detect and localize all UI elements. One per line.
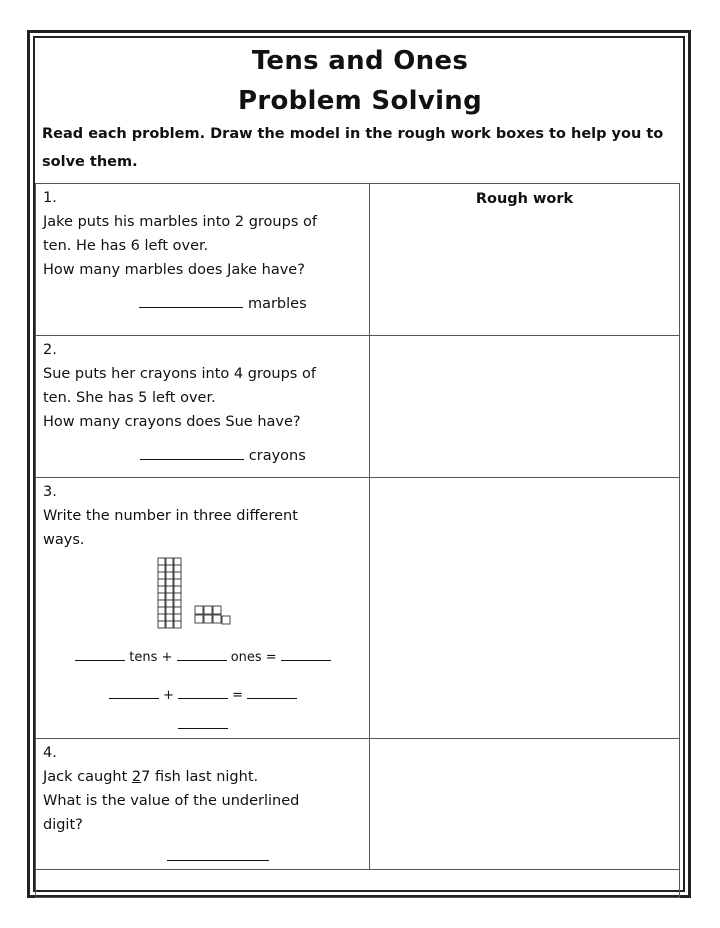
instructions: Read each problem. Draw the model in the rough work boxes to help you to solve them. xyxy=(42,126,664,170)
tens-ones-equation xyxy=(43,646,363,670)
answer-line xyxy=(43,845,363,869)
expanded-total-blank[interactable] xyxy=(247,684,297,699)
rough-work-cell-2[interactable] xyxy=(370,336,680,478)
base-ten-blocks-icon xyxy=(43,556,363,632)
problem-text-line: digit? xyxy=(43,817,83,833)
problem-number: 2. xyxy=(43,342,57,358)
problem-text-line: Jake puts his marbles into 2 groups of xyxy=(43,214,317,230)
problem-cell-3 xyxy=(36,478,370,739)
ones-label: ones = xyxy=(230,650,277,665)
worksheet-subtitle: Problem Solving xyxy=(237,86,483,116)
problem-text-line xyxy=(43,765,363,789)
tens-rod xyxy=(174,558,181,628)
problem-number: 1. xyxy=(43,190,57,206)
problem-row-1 xyxy=(36,184,680,336)
problem-cell-1 xyxy=(36,184,370,336)
rough-work-cell-1[interactable] xyxy=(370,184,680,336)
rough-work-cell-4[interactable] xyxy=(370,739,680,870)
tens-label: tens + xyxy=(129,650,173,665)
problem-row-3 xyxy=(36,478,680,739)
problem-number: 3. xyxy=(43,484,57,500)
problem-row-2 xyxy=(36,336,680,478)
ones-blank[interactable] xyxy=(177,646,227,661)
base-ten-model xyxy=(43,556,363,632)
problem-text-line: How many marbles does Jake have? xyxy=(43,262,305,278)
answer-blank[interactable] xyxy=(140,445,244,460)
plus-sign: + xyxy=(162,688,174,703)
rough-work-header: Rough work xyxy=(475,191,574,207)
standard-form-line xyxy=(43,714,363,738)
rough-work-cell-3[interactable] xyxy=(370,478,680,739)
ones-cubes xyxy=(195,606,230,624)
worksheet-title: Tens and Ones xyxy=(251,46,469,76)
total-blank[interactable] xyxy=(281,646,331,661)
expanded-tens-blank[interactable] xyxy=(109,684,159,699)
footer-cell xyxy=(36,870,680,898)
answer-unit: marbles xyxy=(247,296,307,312)
answer-line xyxy=(43,444,363,468)
tens-rod xyxy=(166,558,173,628)
tens-rod xyxy=(158,558,165,628)
problem-cell-2 xyxy=(36,336,370,478)
problem-text-line: Write the number in three different xyxy=(43,508,298,524)
expanded-equation xyxy=(43,684,363,708)
problem-text-line: ways. xyxy=(43,532,85,548)
problem-cell-4 xyxy=(36,739,370,870)
expanded-ones-blank[interactable] xyxy=(178,684,228,699)
answer-blank[interactable] xyxy=(139,293,243,308)
problem-number: 4. xyxy=(43,745,57,761)
equals-sign: = xyxy=(232,688,244,703)
problem-text-line: ten. He has 6 left over. xyxy=(43,238,209,254)
tens-blank[interactable] xyxy=(75,646,125,661)
standard-form-blank[interactable] xyxy=(178,714,228,729)
answer-unit: crayons xyxy=(248,448,306,464)
text-segment: 7 fish last night. xyxy=(141,769,259,785)
problem-text-line: What is the value of the underlined xyxy=(43,793,300,809)
answer-line xyxy=(43,292,363,316)
problem-text-line: How many crayons does Sue have? xyxy=(43,414,301,430)
underlined-digit: 2 xyxy=(131,769,142,785)
problem-table xyxy=(35,183,680,898)
footer-row xyxy=(36,870,680,898)
problem-row-4 xyxy=(36,739,680,870)
problem-text-line: ten. She has 5 left over. xyxy=(43,390,216,406)
answer-blank[interactable] xyxy=(167,846,269,861)
text-segment: Jack caught xyxy=(43,769,132,785)
problem-text-line: Sue puts her crayons into 4 groups of xyxy=(43,366,316,382)
